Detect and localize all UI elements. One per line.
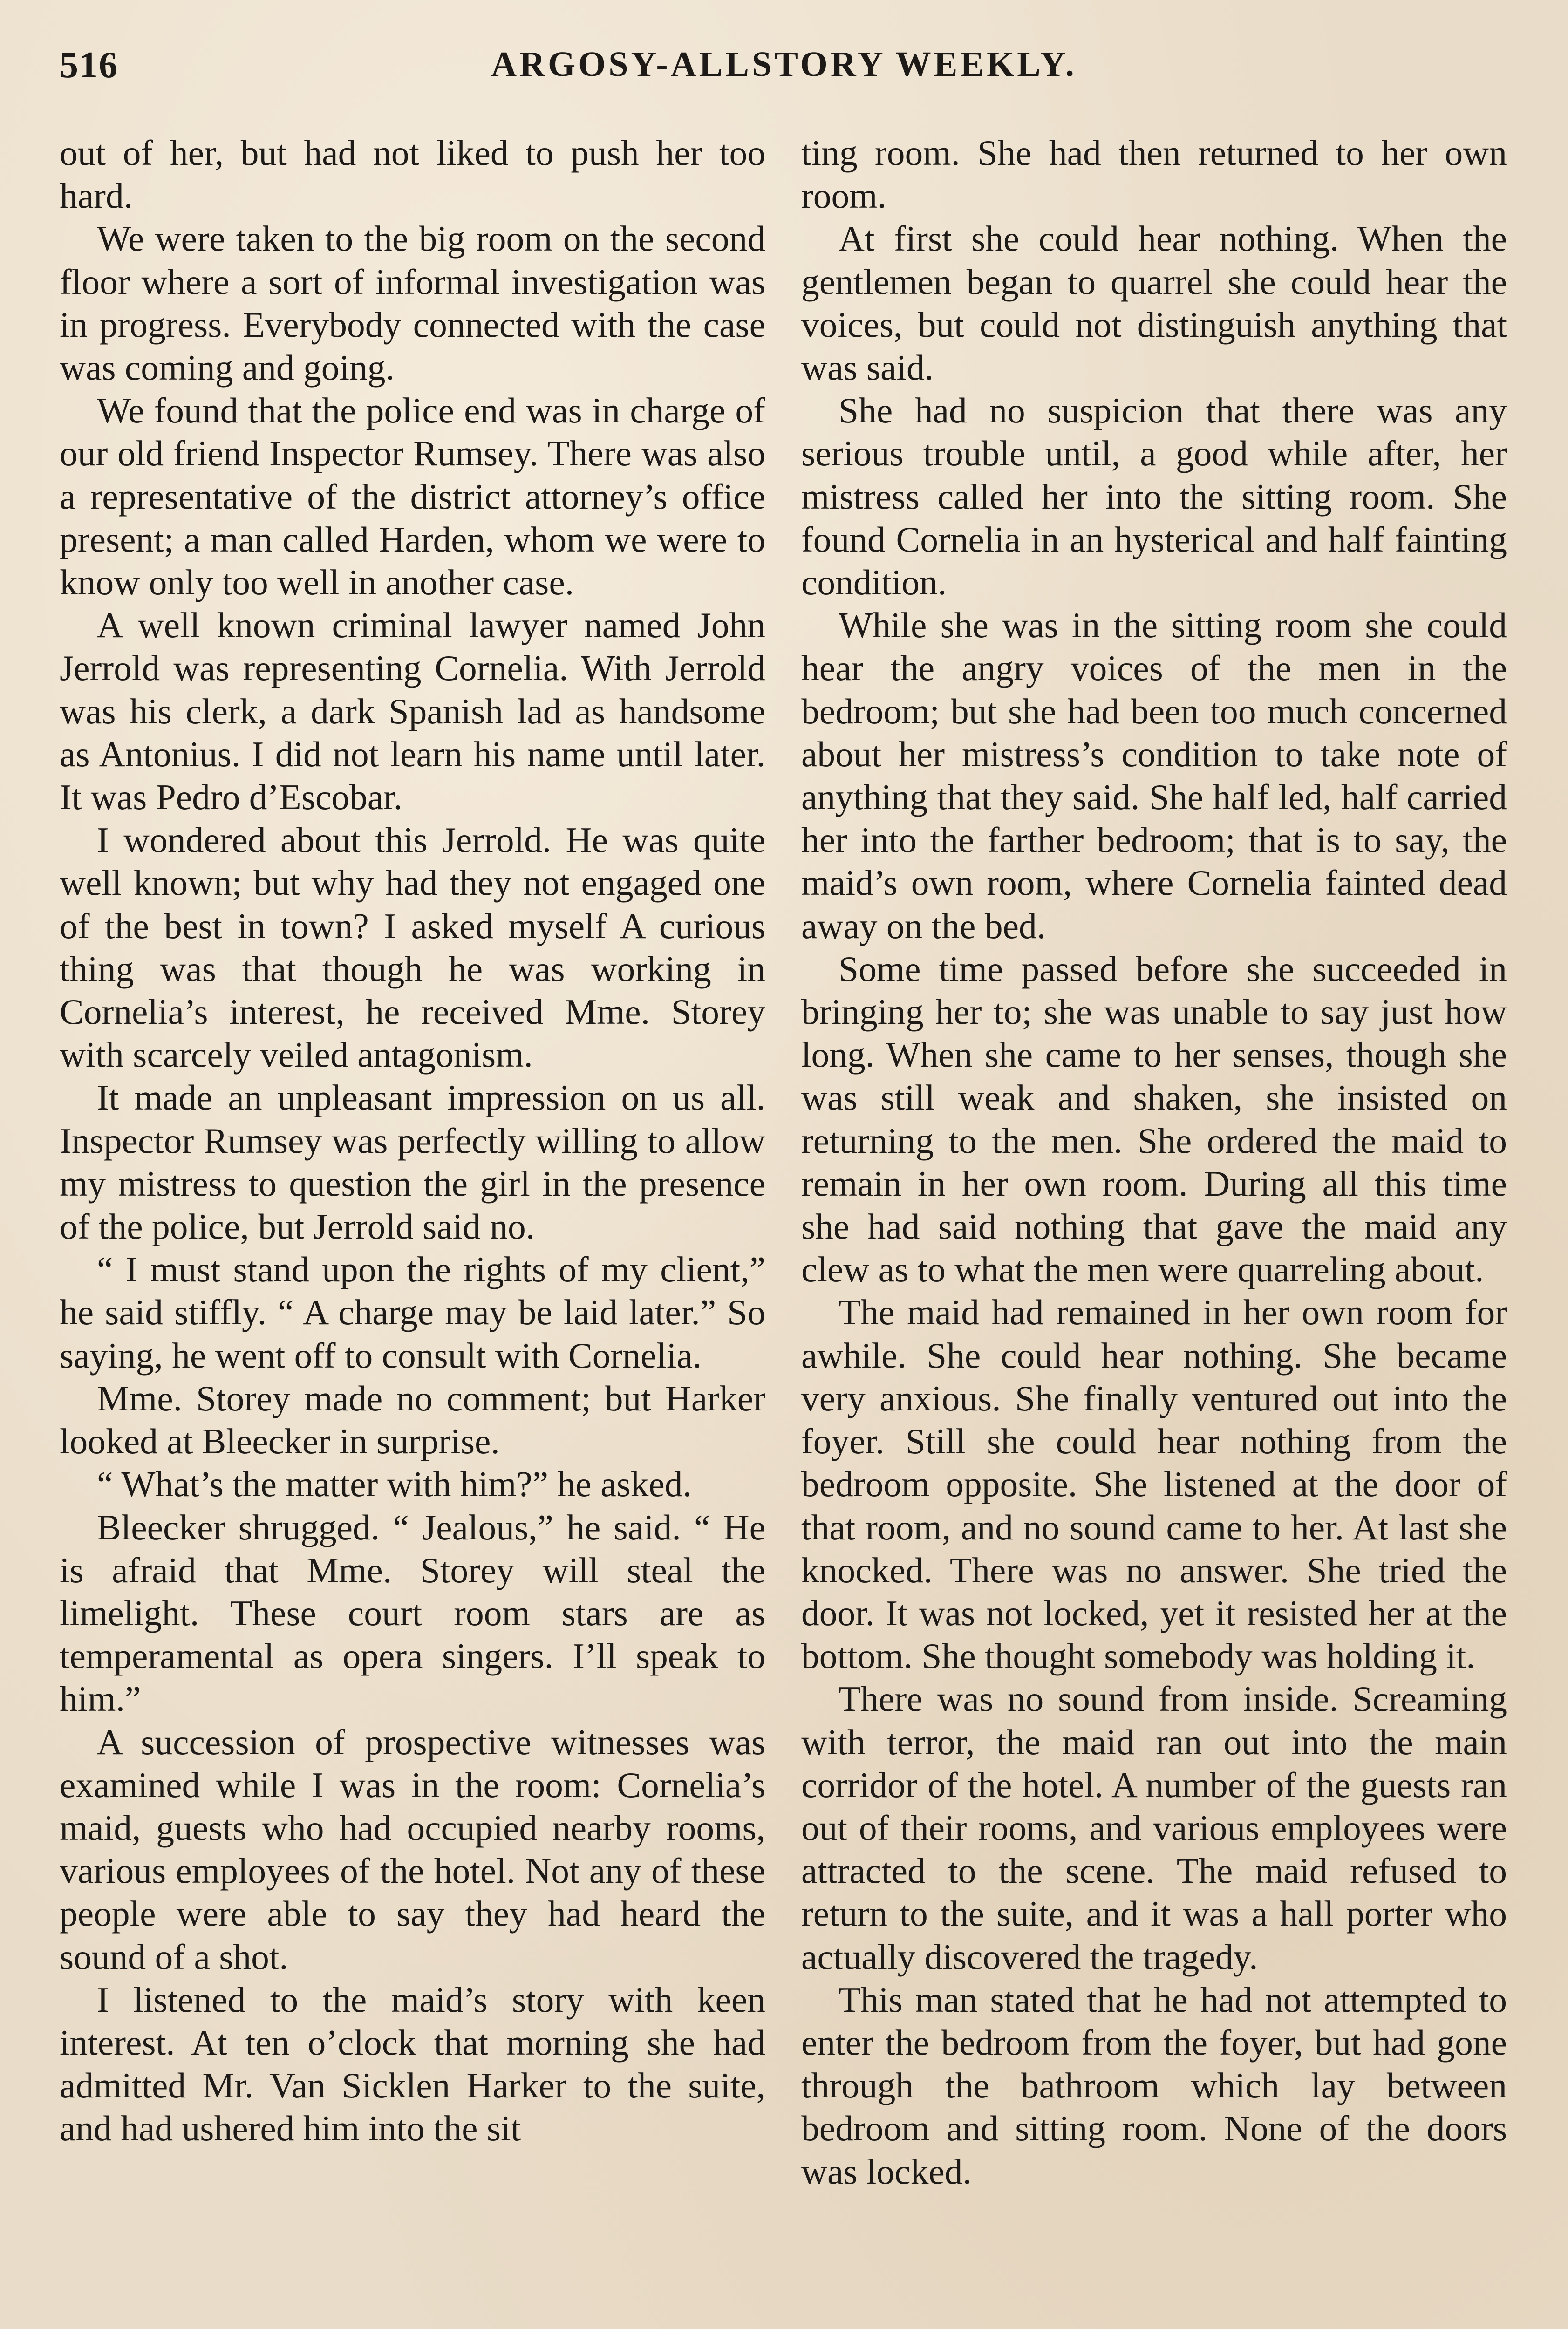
page-number: 516 bbox=[60, 45, 118, 86]
paragraph: Bleecker shrugged. “ Jealous,” he said. “ He is afraid that Mme. Storey will steal the limelight. These court room stars are as temperamental as opera singers. I’ll speak to him.” bbox=[60, 1507, 765, 1719]
paragraph: We found that the police end was in charge of our old friend Inspector Rumsey. There was also a representative of the district attorney’s office present; a man called Harden, whom we were to know only too well in another case. bbox=[60, 390, 765, 603]
paragraph: I listened to the maid’s story with keen interest. At ten o’clock that morning she had admitted Mr. Van Sicklen Harker to the suite, and had ushered him into the sit bbox=[60, 1979, 765, 2149]
paragraph: A succession of prospective witnesses was examined while I was in the room: Cornelia’s maid, guests who had occupied nearby rooms, various employees of the hotel. Not any of these people were able to say they had heard the sound of a shot. bbox=[60, 1722, 765, 1977]
right-column bbox=[801, 131, 1507, 2193]
paragraph: She had no suspicion that there was any serious trouble until, a good while after, her mistress called her into the sitting room. She found Cornelia in an hysterical and half fainting condition. bbox=[801, 390, 1507, 603]
left-column bbox=[60, 131, 765, 2150]
page-header bbox=[60, 44, 1508, 100]
paragraph: Mme. Storey made no comment; but Harker looked at Bleecker in surprise. bbox=[60, 1378, 765, 1462]
paragraph: This man stated that he had not attempted to enter the bedroom from the foyer, but had gone through the bathroom which lay between bedroom and sitting room. None of the doors was locked. bbox=[801, 1979, 1507, 2192]
paragraph: “ I must stand upon the rights of my client,” he said stiffly. “ A charge may be laid later.” So saying, he went off to consult with Cornelia. bbox=[60, 1249, 765, 1376]
paragraph: ting room. She had then returned to her own room. bbox=[801, 133, 1507, 216]
paragraph: I wondered about this Jerrold. He was quite well known; but why had they not engaged one of the best in town? I asked myself A curious thing was that though he was working in Cornelia’s interest, he received Mme. Storey with scarcely veiled antagonism. bbox=[60, 820, 765, 1075]
paragraph: There was no sound from inside. Screaming with terror, the maid ran out into the main corridor of the hotel. A number of the guests ran out of their rooms, and various employees were attracted to the scene. The maid refused to return to the suite, and it was a hall porter who actually discovered the tragedy. bbox=[801, 1679, 1507, 1977]
paragraph: It made an unpleasant impression on us all. Inspector Rumsey was perfectly willing to allow my mistress to question the girl in the presence of the police, but Jerrold said no. bbox=[60, 1077, 765, 1247]
running-head: ARGOSY-ALLSTORY WEEKLY. bbox=[491, 45, 1077, 84]
paragraph: out of her, but had not liked to push her too hard. bbox=[60, 133, 765, 216]
paragraph: Some time passed before she succeeded in bringing her to; she was unable to say just how long. When she came to her senses, though she was still weak and shaken, she insisted on returning to the men. She ordered the maid to remain in her own room. During all this time she had said nothing that gave the maid any clew as to what the men were quarreling about. bbox=[801, 948, 1507, 1290]
paragraph: We were taken to the big room on the second floor where a sort of informal investigation was in progress. Everybody connected with the case was coming and going. bbox=[60, 218, 765, 388]
paragraph: “ What’s the matter with him?” he asked. bbox=[97, 1464, 692, 1505]
paragraph: The maid had remained in her own room for awhile. She could hear nothing. She became very anxious. She finally ventured out into the foyer. Still she could hear nothing from the bedroom opposite. She listened at the door of that room, and no sound came to her. At last she knocked. There was no answer. She tried the door. It was not locked, yet it resisted her at the bottom. She thought somebody was holding it. bbox=[801, 1292, 1507, 1676]
paragraph: A well known criminal lawyer named John Jerrold was representing Cornelia. With Jerrold was his clerk, a dark Spanish lad as handsome as Antonius. I did not learn his name until later. It was Pedro d’Escobar. bbox=[60, 605, 765, 817]
paragraph: At first she could hear nothing. When the gentlemen began to quarrel she could hear the voices, but could not distinguish anything that was said. bbox=[801, 218, 1507, 388]
paragraph: While she was in the sitting room she could hear the angry voices of the men in the bedroom; but she had been too much concerned about her mistress’s condition to take note of anything that they said. She half led, half carried her into the farther bedroom; that is to say, the maid’s own room, where Cornelia fainted dead away on the bed. bbox=[801, 605, 1507, 946]
